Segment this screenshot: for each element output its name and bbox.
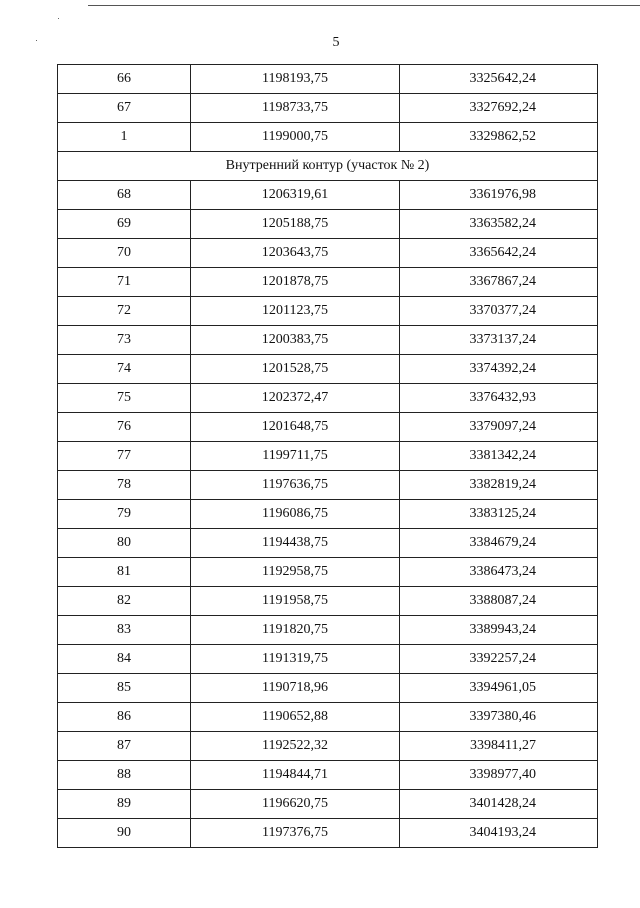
coord-x: 1201528,75	[191, 355, 400, 384]
coord-y: 3388087,24	[400, 587, 598, 616]
table-row	[58, 819, 598, 848]
table-row	[58, 442, 598, 471]
table-row	[58, 181, 598, 210]
coordinates-table-body	[58, 65, 598, 848]
coord-y: 3379097,24	[400, 413, 598, 442]
table-row	[58, 529, 598, 558]
coord-x: 1201123,75	[191, 297, 400, 326]
table-row	[58, 587, 598, 616]
coord-x: 1205188,75	[191, 210, 400, 239]
point-number: 83	[58, 616, 191, 645]
point-number: 87	[58, 732, 191, 761]
table-row	[58, 471, 598, 500]
point-number: 74	[58, 355, 191, 384]
point-number: 77	[58, 442, 191, 471]
scan-edge-line	[88, 5, 640, 6]
coord-y: 3398411,27	[400, 732, 598, 761]
coord-y: 3381342,24	[400, 442, 598, 471]
table-row	[58, 761, 598, 790]
table-row	[58, 123, 598, 152]
point-number: 67	[58, 94, 191, 123]
coord-y: 3363582,24	[400, 210, 598, 239]
point-number: 69	[58, 210, 191, 239]
point-number: 90	[58, 819, 191, 848]
table-row	[58, 94, 598, 123]
table-row	[58, 326, 598, 355]
table-row	[58, 790, 598, 819]
point-number: 75	[58, 384, 191, 413]
coord-x: 1198193,75	[191, 65, 400, 94]
coord-x: 1202372,47	[191, 384, 400, 413]
point-number: 86	[58, 703, 191, 732]
coord-y: 3376432,93	[400, 384, 598, 413]
coord-x: 1197376,75	[191, 819, 400, 848]
coord-x: 1194844,71	[191, 761, 400, 790]
table-row	[58, 355, 598, 384]
coord-y: 3329862,52	[400, 123, 598, 152]
point-number: 76	[58, 413, 191, 442]
coord-y: 3367867,24	[400, 268, 598, 297]
coord-y: 3327692,24	[400, 94, 598, 123]
coord-y: 3398977,40	[400, 761, 598, 790]
coord-y: 3384679,24	[400, 529, 598, 558]
point-number: 79	[58, 500, 191, 529]
coord-y: 3370377,24	[400, 297, 598, 326]
point-number: 81	[58, 558, 191, 587]
coord-x: 1191319,75	[191, 645, 400, 674]
table-row	[58, 500, 598, 529]
point-number: 73	[58, 326, 191, 355]
point-number: 68	[58, 181, 191, 210]
coord-x: 1190652,88	[191, 703, 400, 732]
section-header-row	[58, 152, 598, 181]
coord-x: 1197636,75	[191, 471, 400, 500]
coord-y: 3392257,24	[400, 645, 598, 674]
coord-x: 1206319,61	[191, 181, 400, 210]
point-number: 89	[58, 790, 191, 819]
coord-x: 1199000,75	[191, 123, 400, 152]
coord-x: 1190718,96	[191, 674, 400, 703]
coord-y: 3373137,24	[400, 326, 598, 355]
table-row	[58, 645, 598, 674]
coord-x: 1199711,75	[191, 442, 400, 471]
table-row	[58, 674, 598, 703]
coord-x: 1201648,75	[191, 413, 400, 442]
coord-y: 3383125,24	[400, 500, 598, 529]
coord-x: 1198733,75	[191, 94, 400, 123]
coord-x: 1203643,75	[191, 239, 400, 268]
table-row	[58, 384, 598, 413]
table-row	[58, 268, 598, 297]
table-row	[58, 703, 598, 732]
table-row	[58, 413, 598, 442]
point-number: 84	[58, 645, 191, 674]
table-row	[58, 297, 598, 326]
coord-y: 3397380,46	[400, 703, 598, 732]
scan-speck	[58, 18, 59, 19]
point-number: 85	[58, 674, 191, 703]
point-number: 66	[58, 65, 191, 94]
point-number: 70	[58, 239, 191, 268]
coordinates-table	[57, 64, 598, 848]
coord-x: 1191820,75	[191, 616, 400, 645]
table-row	[58, 558, 598, 587]
section-title: Внутренний контур (участок № 2)	[58, 152, 598, 181]
point-number: 88	[58, 761, 191, 790]
coord-x: 1192522,32	[191, 732, 400, 761]
coord-x: 1201878,75	[191, 268, 400, 297]
coord-x: 1200383,75	[191, 326, 400, 355]
coord-y: 3401428,24	[400, 790, 598, 819]
table-row	[58, 65, 598, 94]
coord-x: 1194438,75	[191, 529, 400, 558]
coord-y: 3404193,24	[400, 819, 598, 848]
point-number: 82	[58, 587, 191, 616]
point-number: 71	[58, 268, 191, 297]
coord-y: 3382819,24	[400, 471, 598, 500]
table-row	[58, 616, 598, 645]
point-number: 72	[58, 297, 191, 326]
coord-y: 3365642,24	[400, 239, 598, 268]
page-number: 5	[332, 35, 340, 50]
coord-x: 1191958,75	[191, 587, 400, 616]
point-number: 78	[58, 471, 191, 500]
coord-y: 3386473,24	[400, 558, 598, 587]
coord-y: 3325642,24	[400, 65, 598, 94]
coord-x: 1192958,75	[191, 558, 400, 587]
coord-y: 3361976,98	[400, 181, 598, 210]
table-row	[58, 210, 598, 239]
point-number: 1	[58, 123, 191, 152]
table-row	[58, 239, 598, 268]
table-row	[58, 732, 598, 761]
coord-x: 1196086,75	[191, 500, 400, 529]
point-number: 80	[58, 529, 191, 558]
coord-y: 3389943,24	[400, 616, 598, 645]
coord-y: 3394961,05	[400, 674, 598, 703]
coord-x: 1196620,75	[191, 790, 400, 819]
coord-y: 3374392,24	[400, 355, 598, 384]
